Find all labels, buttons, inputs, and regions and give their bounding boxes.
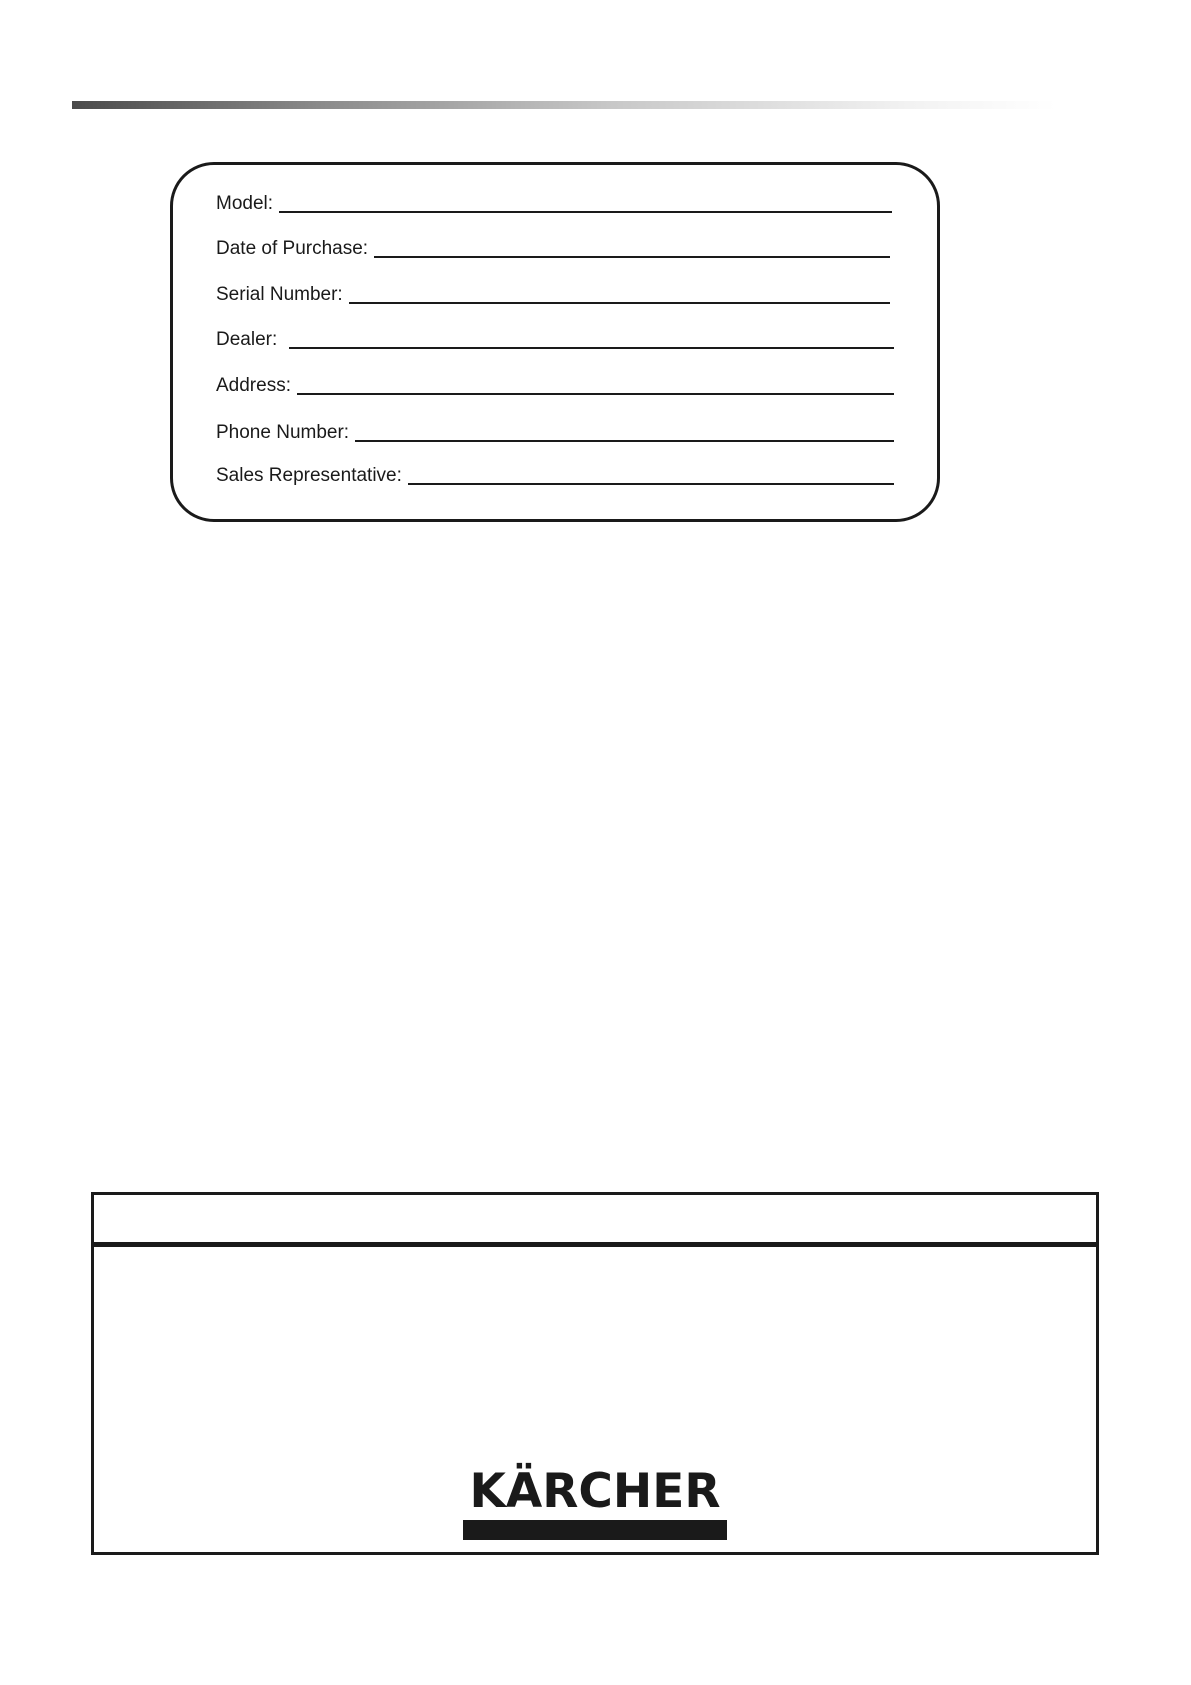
address-blank-line[interactable] bbox=[297, 393, 894, 395]
serial-number-label: Serial Number: bbox=[216, 284, 343, 305]
dealer-field-row bbox=[216, 329, 894, 351]
sales-representative-field-row bbox=[216, 465, 894, 487]
brand-wordmark: KÄRCHER bbox=[469, 1464, 721, 1519]
date-of-purchase-field-row bbox=[216, 238, 890, 260]
date-of-purchase-label: Date of Purchase: bbox=[216, 238, 369, 259]
date-of-purchase-blank-line[interactable] bbox=[374, 256, 890, 258]
model-field-row bbox=[216, 193, 892, 215]
brand-underline-bar bbox=[463, 1520, 727, 1540]
serial-number-blank-line[interactable] bbox=[349, 302, 890, 304]
phone-number-field-row bbox=[216, 422, 894, 444]
product-record-card bbox=[170, 162, 940, 522]
model-label: Model: bbox=[216, 193, 274, 214]
dealer-blank-line[interactable] bbox=[289, 347, 894, 349]
sales-representative-label: Sales Representative: bbox=[216, 465, 402, 486]
service-box-header-divider bbox=[94, 1242, 1096, 1247]
model-blank-line[interactable] bbox=[279, 211, 892, 213]
karcher-logo bbox=[462, 1464, 728, 1540]
address-label: Address: bbox=[216, 375, 291, 396]
serial-number-field-row bbox=[216, 284, 890, 306]
address-field-row bbox=[216, 375, 894, 397]
header-gradient-rule bbox=[72, 101, 1056, 109]
dealer-label: Dealer: bbox=[216, 329, 278, 350]
sales-representative-blank-line[interactable] bbox=[408, 483, 894, 485]
phone-number-blank-line[interactable] bbox=[355, 440, 894, 442]
phone-number-label: Phone Number: bbox=[216, 422, 350, 443]
